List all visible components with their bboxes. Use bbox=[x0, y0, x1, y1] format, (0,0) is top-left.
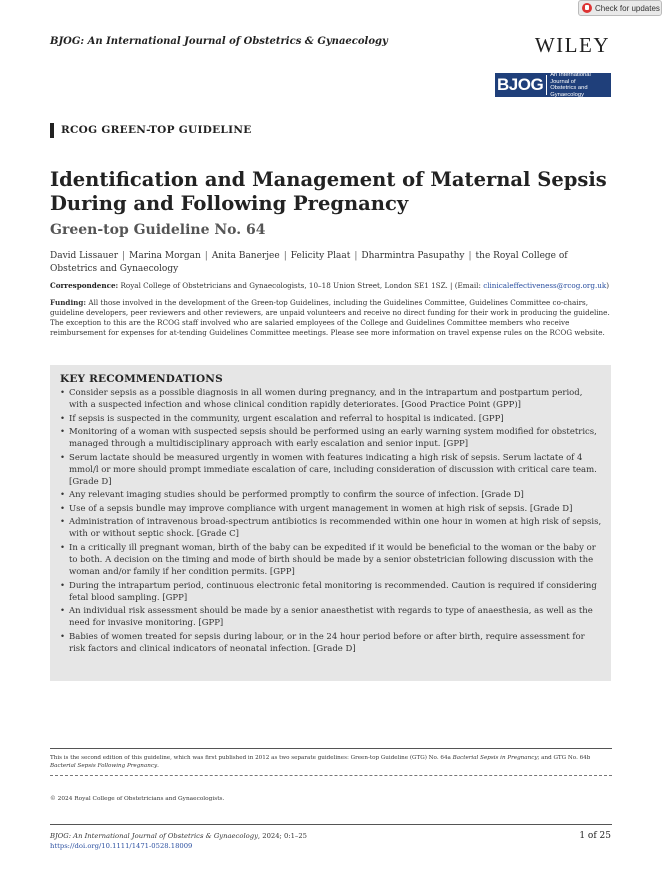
recommendation-item: • If sepsis is suspected in the community, urgent escalation and referral to hospital is indicated. [GPP] bbox=[60, 413, 602, 425]
correspondence-email-link[interactable]: clinicaleffectiveness@rcog.org.uk bbox=[483, 281, 607, 290]
page-number: 1 of 25 bbox=[579, 831, 611, 841]
author[interactable]: Felicity Plaat bbox=[290, 251, 351, 261]
key-recommendations-heading: KEY RECOMMENDATIONS bbox=[60, 373, 223, 385]
article-subtitle: Green-top Guideline No. 64 bbox=[50, 222, 266, 238]
recommendation-item: • Babies of women treated for sepsis during labour, or in the 24 hour period before or after birth, require assessment for risk factors and clinical indicators of neonatal infection. [Grade D] bbox=[60, 631, 602, 655]
recommendation-item: • During the intrapartum period, continuous electronic fetal monitoring is recommended. Caution is required if considering fetal blood sampling. [GPP] bbox=[60, 580, 602, 604]
footer-citation-details: , 2024; 0:1–25 bbox=[257, 832, 307, 840]
recommendation-item: • An individual risk assessment should be made by a senior anaesthetist with regards to type of anaesthesia, as well as the need for invasive monitoring. [GPP] bbox=[60, 605, 602, 629]
divider bbox=[50, 775, 612, 776]
check-for-updates-label: Check for updates bbox=[595, 3, 660, 13]
edition-note-title-b: Bacterial Sepsis Following Pregnancy bbox=[50, 763, 158, 769]
correspondence-text: Royal College of Obstetricians and Gynaecologists, 10–18 Union Street, London SE1 1SZ. | (Email: bbox=[120, 281, 484, 290]
recommendation-item: • Administration of intravenous broad-spectrum antibiotics is recommended within one hour in women at high risk of sepsis, with or without septic shock. [Grade C] bbox=[60, 516, 602, 540]
journal-title-header: BJOG: An International Journal of Obstetrics & Gynaecology bbox=[50, 36, 388, 47]
publisher-logo: WILEY bbox=[534, 33, 610, 57]
funding-text: All those involved in the development of the Green-top Guidelines, including the Guidelines Committee, Guidelines Committee co-chairs, guideline developers, peer reviewers and other reviewers, are unpaid volunteers and receive no direct funding for their work in producing the guideline. The exception to this are the RCOG staff involved who are salaried employees of the College and Guidelines Committee members who receive reimbursement for expenses for at-tending Guidelines Committee meetings. Please see more information on travel expense rules on the RCOG website. bbox=[50, 298, 610, 337]
author-separator: | bbox=[204, 251, 208, 261]
funding-statement bbox=[50, 298, 612, 338]
edition-note-end: . bbox=[157, 763, 159, 769]
copyright-notice: © 2024 Royal College of Obstetricians and Gynaecologists. bbox=[50, 796, 225, 802]
author[interactable]: Marina Morgan bbox=[129, 251, 201, 261]
author[interactable]: Dharmintra Pasupathy bbox=[361, 251, 465, 261]
edition-note-title-a: Bacterial Sepsis in Pregnancy bbox=[452, 755, 538, 761]
author[interactable]: the Royal College of Obstetrics and Gynaecology bbox=[50, 251, 568, 274]
check-for-updates-button[interactable] bbox=[578, 0, 662, 16]
journal-logo-abbr: BJOG bbox=[495, 75, 547, 95]
article-title: Identification and Management of Maternal Sepsis During and Following Pregnancy bbox=[50, 168, 607, 215]
crossmark-icon bbox=[582, 3, 592, 13]
correspondence bbox=[50, 281, 612, 291]
recommendation-item: • Serum lactate should be measured urgently in women with features indicating a high risk of sepsis. Serum lactate of 4 mmol/l or more should prompt immediate escalation of care, including consideration of discussion with critical care team. [Grade D] bbox=[60, 452, 602, 489]
footer-journal-name: BJOG: An International Journal of Obstetrics & Gynaecology bbox=[50, 832, 258, 840]
correspondence-close: ) bbox=[606, 281, 610, 290]
author-separator: | bbox=[468, 251, 472, 261]
author[interactable]: Anita Banerjee bbox=[211, 251, 280, 261]
journal-logo-text bbox=[547, 72, 611, 98]
recommendation-item: • In a critically ill pregnant woman, birth of the baby can be expedited if it would be beneficial to the woman or the baby or to both. A decision on the timing and mode of birth should be made by a senior obstetrician following discussion with the woman and/or family if her condition permits. [GPP] bbox=[60, 542, 602, 579]
footer-citation bbox=[50, 832, 307, 840]
author-separator: | bbox=[122, 251, 126, 261]
author[interactable]: David Lissauer bbox=[50, 251, 119, 261]
doi-link[interactable]: https://doi.org/10.1111/1471-0528.18009 bbox=[50, 842, 193, 850]
footer-divider bbox=[50, 824, 612, 825]
edition-note bbox=[50, 748, 612, 770]
recommendation-item: • Consider sepsis as a possible diagnosis in all women during pregnancy, and in the intrapartum and postpartum period, with a suspected infection and whose clinical condition rapidly deteriorates. [Good Practice Point (GPP)] bbox=[60, 387, 602, 411]
author-separator: | bbox=[354, 251, 358, 261]
edition-note-mid: ; and GTG No. 64b bbox=[537, 755, 591, 761]
journal-logo-text-line-1: An International Journal of bbox=[550, 72, 591, 85]
author-separator: | bbox=[283, 251, 287, 261]
journal-logo-text-line-2: Obstetrics and Gynaecology bbox=[550, 85, 588, 98]
edition-note-text: This is the second edition of this guideline, which was first published in 2012 as two separate guidelines: Green-top Guideline (GTG) No. 64a bbox=[50, 755, 453, 761]
journal-logo bbox=[495, 73, 611, 97]
correspondence-label: Correspondence: bbox=[50, 281, 119, 290]
recommendation-item: • Monitoring of a woman with suspected sepsis should be performed using an early warning system modified for obstetrics, managed through a multidisciplinary approach with early escalation and senior input. [GPP] bbox=[60, 426, 602, 450]
author-list bbox=[50, 250, 612, 275]
key-recommendations-list bbox=[60, 387, 602, 655]
recommendation-item: • Use of a sepsis bundle may improve compliance with urgent management in women at high risk of sepsis. [Grade D] bbox=[60, 503, 602, 515]
recommendation-item: • Any relevant imaging studies should be performed promptly to confirm the source of infection. [Grade D] bbox=[60, 489, 602, 501]
funding-label: Funding: bbox=[50, 298, 87, 307]
key-recommendations-box bbox=[50, 365, 611, 681]
section-tag: RCOG GREEN-TOP GUIDELINE bbox=[50, 123, 252, 138]
